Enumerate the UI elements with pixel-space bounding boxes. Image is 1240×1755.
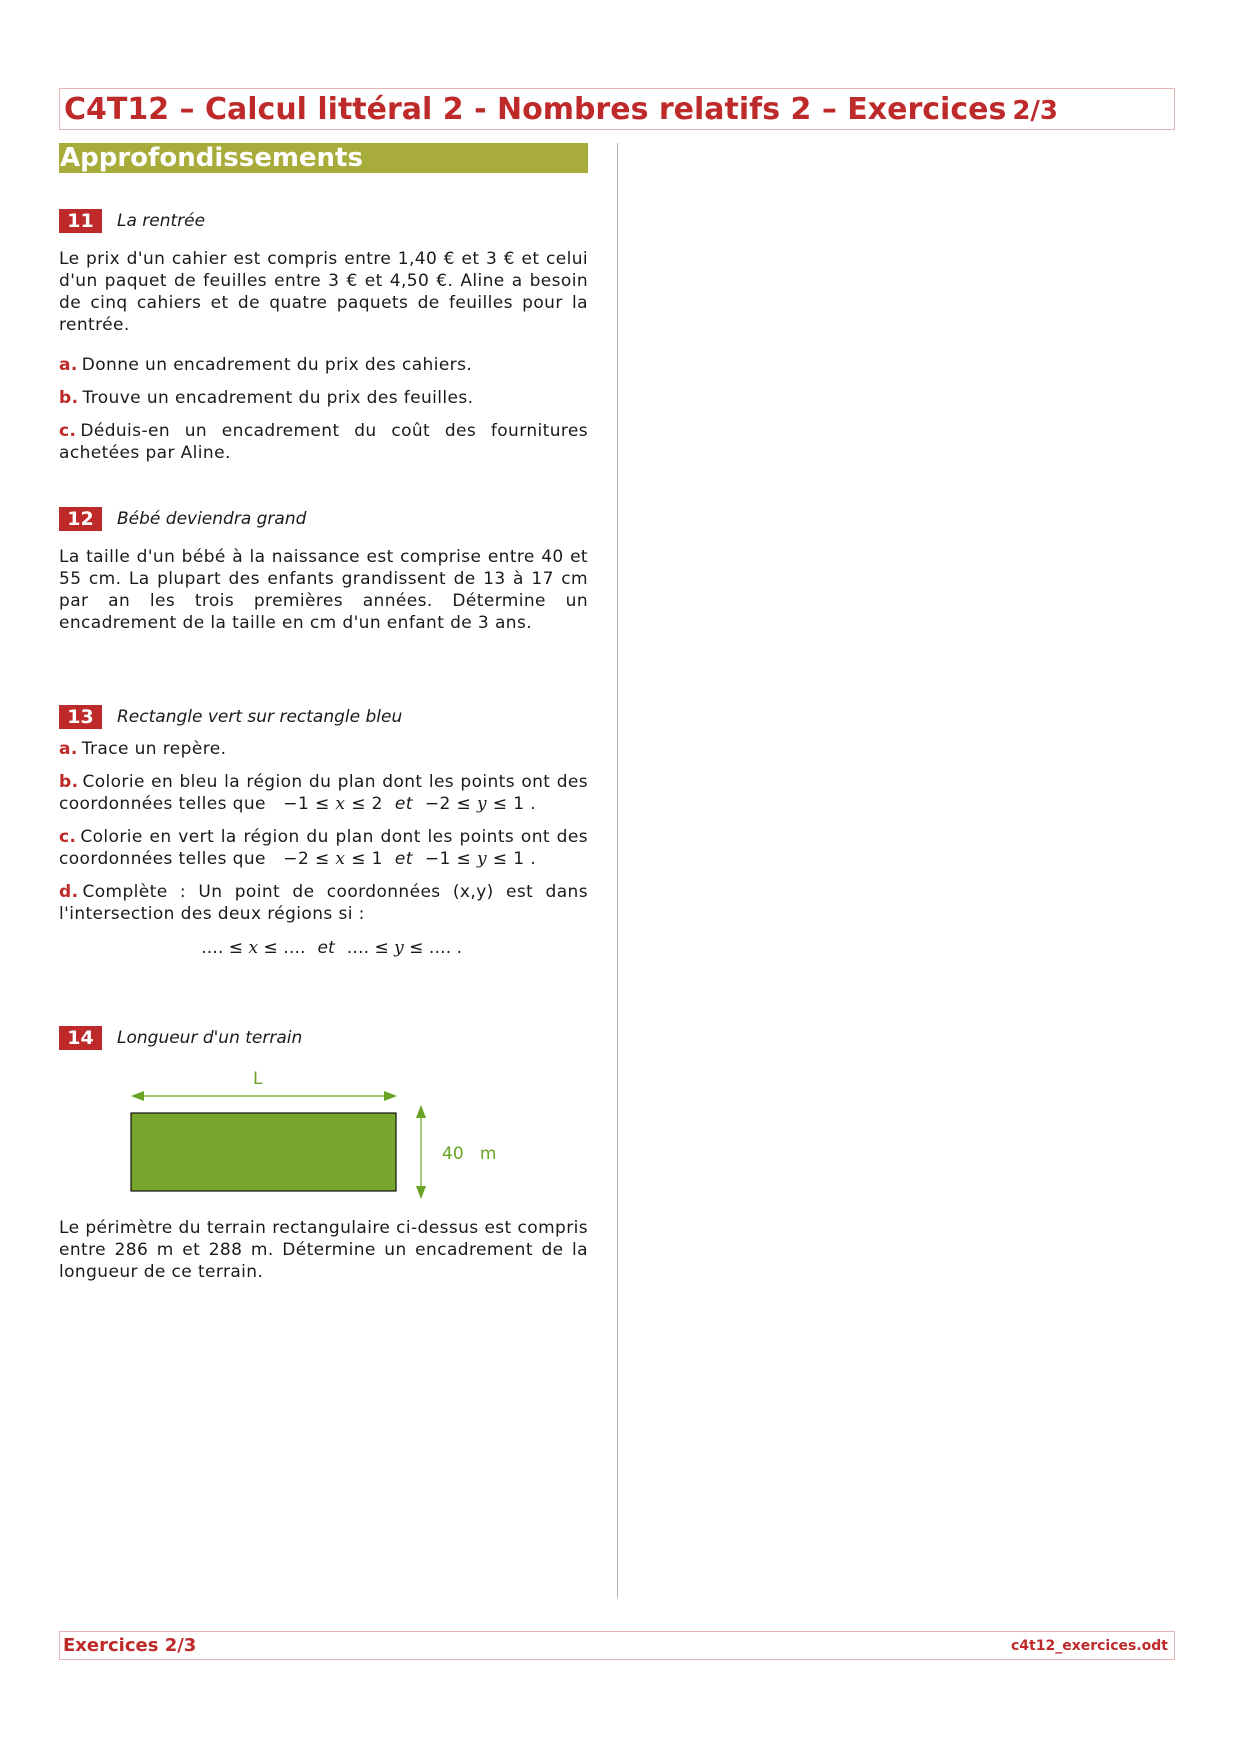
question-text: Colorie en bleu la région du plan dont les points ont des coordonnées telles que <box>59 772 588 814</box>
length-label: L <box>253 1069 263 1089</box>
exercise-header <box>59 507 588 531</box>
exercise-12 <box>59 507 588 634</box>
question-label: c. <box>59 827 77 847</box>
footer-left: Exercices 2/3 <box>63 1635 197 1656</box>
question-label: c. <box>59 421 77 441</box>
question-label: b. <box>59 772 79 792</box>
width-label: 40 m <box>442 1144 497 1164</box>
question-text: Déduis-en un encadrement du coût des fournitures achetées par Aline. <box>59 421 588 463</box>
question-label: a. <box>59 739 78 759</box>
exercise-header <box>59 209 588 233</box>
page-footer <box>59 1631 1175 1660</box>
exercise-text: Le prix d'un cahier est compris entre 1,40 € et 3 € et celui d'un paquet de feuilles entre 3 € et 4,50 €. Aline a besoin de cinq cahiers et de quatre paquets de feuilles pour la rentrée. <box>59 249 588 335</box>
exercise-header <box>59 705 588 729</box>
question-label: a. <box>59 355 78 375</box>
exercise-14-text-block <box>59 1217 588 1283</box>
inequality-formula: …. ≤ x ≤ …. et …. ≤ y ≤ …. . <box>201 938 463 958</box>
exercise-title: La rentrée <box>117 211 206 231</box>
width-arrow-head-bottom <box>416 1186 426 1199</box>
exercise-number: 14 <box>59 1026 102 1050</box>
question-b <box>59 771 588 815</box>
answer-template <box>59 937 588 959</box>
question-d <box>59 881 588 925</box>
question-a <box>59 354 588 376</box>
length-arrow-head-left <box>131 1091 144 1101</box>
exercise-title: Bébé deviendra grand <box>117 509 307 529</box>
exercise-title: Rectangle vert sur rectangle bleu <box>117 707 403 727</box>
question-label: b. <box>59 388 79 408</box>
exercise-14 <box>59 1026 588 1050</box>
question-text: Trouve un encadrement du prix des feuilles. <box>82 388 474 408</box>
column-divider <box>617 143 618 1598</box>
question-text: Donne un encadrement du prix des cahiers. <box>81 355 473 375</box>
question-c <box>59 420 588 464</box>
exercise-13 <box>59 705 588 959</box>
inequality-formula: −2 ≤ x ≤ 1 et −1 ≤ y ≤ 1 . <box>283 849 537 869</box>
page-header <box>59 88 1175 130</box>
inequality-formula: −1 ≤ x ≤ 2 et −2 ≤ y ≤ 1 . <box>283 794 537 814</box>
terrain-rectangle <box>131 1113 396 1191</box>
width-arrow-head-top <box>416 1105 426 1118</box>
page-title: C4T12 – Calcul littéral 2 - Nombres relatifs 2 – Exercices 2/3 <box>64 91 1059 127</box>
exercise-text: La taille d'un bébé à la naissance est comprise entre 40 et 55 cm. La plupart des enfants grandissent de 13 à 17 cm par an les trois premières années. Détermine un encadrement de la taille en cm d'un enfant de 3 ans. <box>59 547 588 633</box>
exercise-number: 13 <box>59 705 102 729</box>
question-text: Trace un repère. <box>81 739 227 759</box>
question-text: Complète : Un point de coordonnées (x,y) est dans l'intersection des deux régions si : <box>59 882 588 924</box>
exercise-number: 12 <box>59 507 102 531</box>
terrain-figure <box>120 1066 520 1206</box>
question-b <box>59 387 588 409</box>
footer-filename: c4t12_exercices.odt <box>1010 1637 1168 1654</box>
exercise-number: 11 <box>59 209 102 233</box>
question-label: d. <box>59 882 79 902</box>
exercise-title: Longueur d'un terrain <box>117 1028 303 1048</box>
question-a <box>59 738 588 760</box>
question-c <box>59 826 588 870</box>
exercise-header <box>59 1026 588 1050</box>
exercise-11 <box>59 209 588 464</box>
section-banner: Approfondissements <box>59 143 588 173</box>
length-arrow-head-right <box>384 1091 397 1101</box>
exercise-text: Le périmètre du terrain rectangulaire ci-dessus est compris entre 286 m et 288 m. Détermine un encadrement de la longueur de ce terrain. <box>59 1218 588 1282</box>
page-number: 2/3 <box>1012 95 1059 126</box>
question-text: Colorie en vert la région du plan dont les points ont des coordonnées telles que <box>59 827 588 869</box>
